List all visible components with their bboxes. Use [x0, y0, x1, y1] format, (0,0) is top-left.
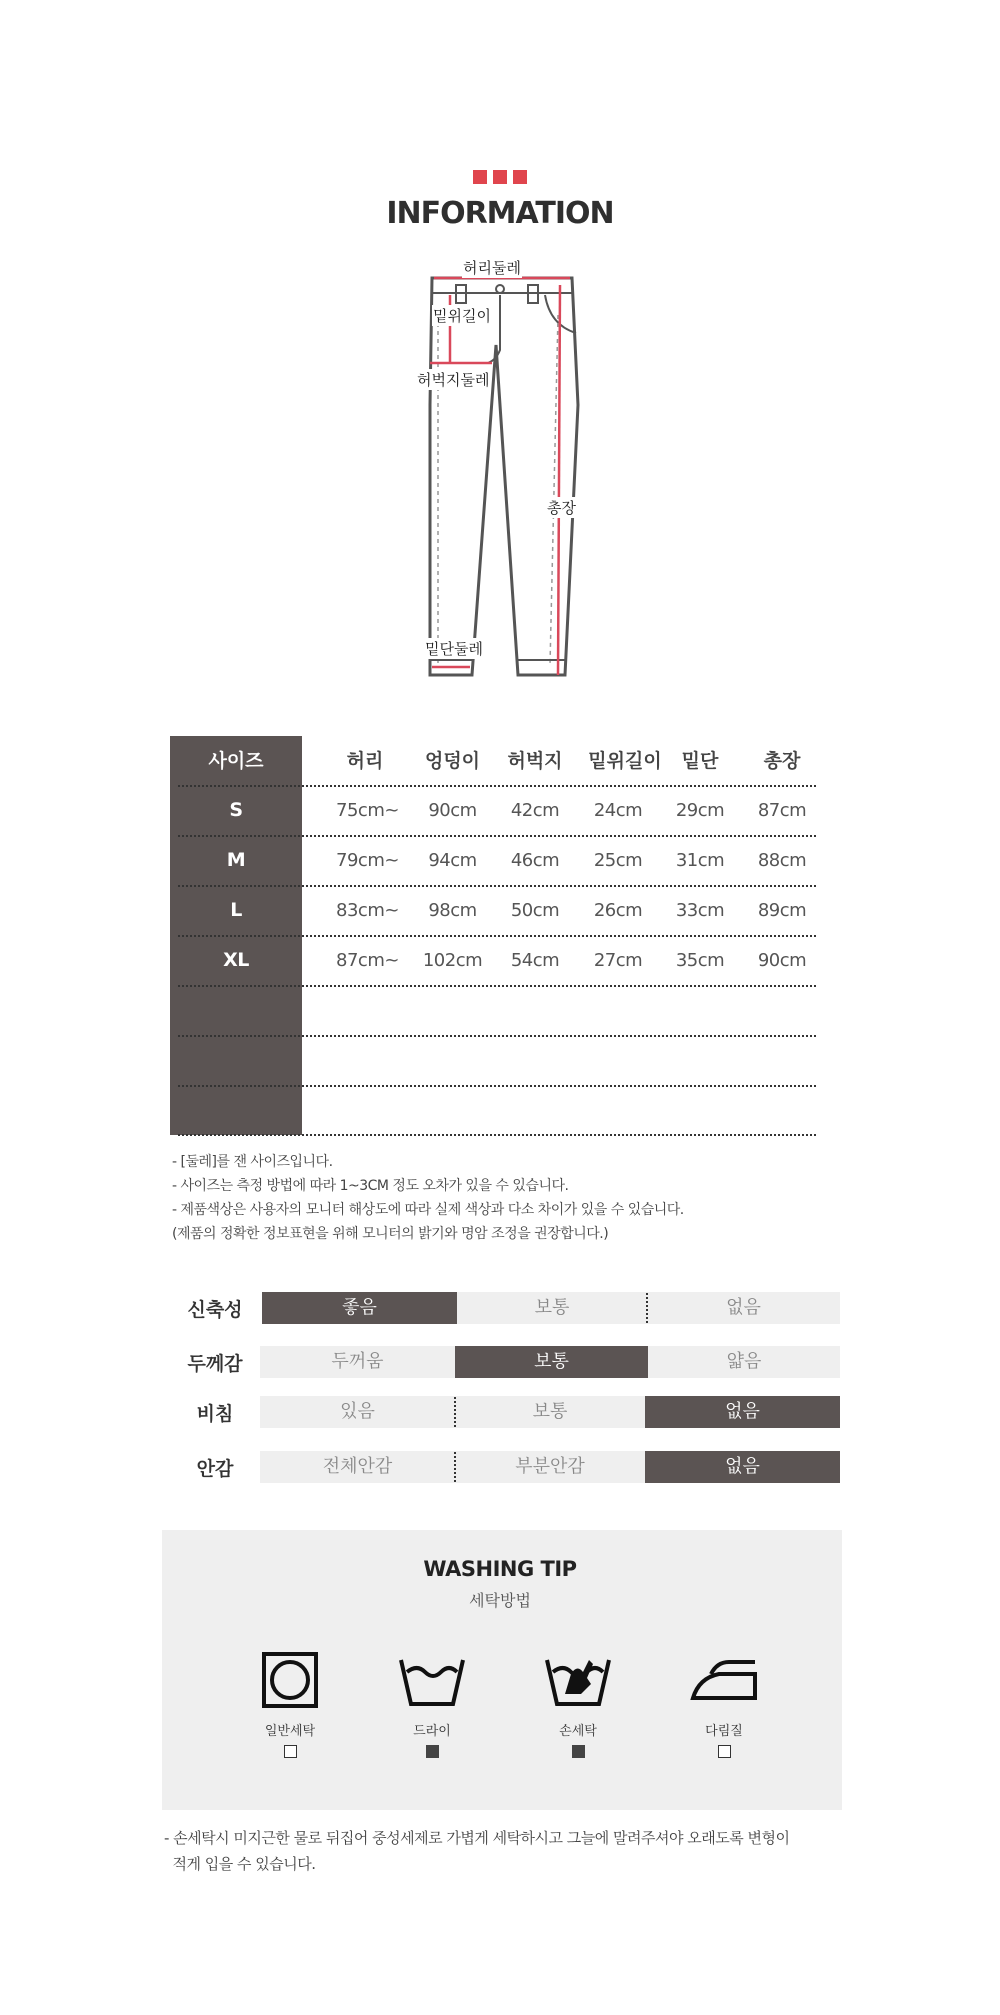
row-divider: [178, 1134, 816, 1136]
pants-size-diagram: [400, 255, 600, 685]
table-cell: 27cm: [593, 950, 643, 971]
waist-label: 허리둘레: [463, 259, 521, 277]
thickness-option-thick: 두꺼움: [260, 1346, 455, 1378]
washing-tip-subtitle: 세탁방법: [469, 1591, 531, 1610]
table-header-waist: 허리: [346, 750, 384, 772]
table-cell: 94cm: [428, 850, 477, 871]
wash-item-machine: [230, 1650, 350, 1758]
table-cell: 24cm: [593, 800, 643, 821]
table-cell: 33cm: [675, 900, 725, 921]
table-cell: 98cm: [428, 900, 477, 921]
rise-label: 밑위길이: [433, 307, 491, 325]
table-cell: 88cm: [757, 850, 807, 871]
red-square-icon: [513, 170, 527, 184]
wash-checkbox: [572, 1745, 585, 1758]
stretch-option-normal: 보통: [457, 1292, 647, 1324]
table-cell: 90cm: [428, 800, 477, 821]
table-cell: 29cm: [675, 800, 725, 821]
row-divider: [178, 785, 816, 787]
lining-option-partial: 부분안감: [455, 1451, 645, 1483]
note-line: - 사이즈는 측정 방법에 따라 1~3CM 정도 오차가 있을 수 있습니다.: [172, 1178, 569, 1194]
hem-label: 밑단둘레: [425, 640, 483, 658]
lining-option-none: 없음: [645, 1451, 840, 1483]
washing-tip-title: WASHING TIP: [423, 1557, 577, 1581]
table-cell: 75cm~: [336, 800, 399, 821]
table-cell-size: S: [229, 799, 243, 821]
attribute-label-thickness: 두께감: [187, 1353, 243, 1375]
table-cell: 54cm: [510, 950, 560, 971]
table-header-rise: 밑위길이: [588, 750, 662, 772]
table-cell: 79cm~: [336, 850, 399, 871]
stretch-option-good: 좋음: [262, 1292, 457, 1324]
table-cell: 25cm: [593, 850, 643, 871]
table-header-length: 총장: [763, 750, 801, 772]
table-header-hip: 엉덩이: [424, 750, 481, 772]
page-title: INFORMATION: [386, 196, 614, 231]
pants-illustration: [400, 255, 600, 685]
table-cell: 31cm: [675, 850, 725, 871]
sheerness-option-normal: 보통: [455, 1396, 645, 1428]
table-cell-size: XL: [223, 949, 249, 971]
wash-label: 드라이: [413, 1724, 451, 1739]
size-notes: [172, 1150, 684, 1246]
table-header-hem: 밑단: [681, 750, 719, 772]
wash-checkbox: [718, 1745, 731, 1758]
lining-option-full: 전체안감: [260, 1451, 455, 1483]
dry-clean-tub-icon: [397, 1650, 467, 1710]
attribute-label-lining: 안감: [196, 1458, 234, 1480]
footnote-line: - 손세탁시 미지근한 물로 뒤집어 중성세제로 가볍게 세탁하시고 그늘에 말려주셔야 오래도록 변형이: [164, 1829, 790, 1847]
length-label: 총장: [547, 499, 576, 517]
table-header-thigh: 허벅지: [507, 750, 563, 772]
table-cell: 87cm: [757, 800, 807, 821]
care-footnote: [164, 1825, 789, 1877]
option-divider: [646, 1293, 648, 1323]
note-line: (제품의 정확한 정보표현을 위해 모니터의 밝기와 명암 조정을 권장합니다.): [172, 1226, 609, 1242]
option-divider: [454, 1452, 456, 1482]
table-cell: 87cm~: [336, 950, 399, 971]
table-cell: 90cm: [757, 950, 807, 971]
title-decoration: [473, 170, 527, 184]
option-divider: [454, 1397, 456, 1427]
iron-icon: [689, 1650, 759, 1710]
wash-checkbox: [426, 1745, 439, 1758]
wash-checkbox: [284, 1745, 297, 1758]
wash-item-iron: [664, 1650, 784, 1758]
attribute-label-sheerness: 비침: [196, 1403, 234, 1425]
row-divider: [178, 885, 816, 887]
note-line: - [둘레]를 잰 사이즈입니다.: [172, 1154, 333, 1170]
row-divider: [178, 985, 816, 987]
washing-machine-icon: [260, 1650, 320, 1710]
row-divider: [178, 835, 816, 837]
table-cell: 50cm: [510, 900, 560, 921]
table-cell: 46cm: [510, 850, 560, 871]
sheerness-option-none: 없음: [645, 1396, 840, 1428]
table-cell-size: L: [230, 899, 242, 921]
red-square-icon: [493, 170, 507, 184]
table-cell: 26cm: [593, 900, 643, 921]
wash-item-dry: [372, 1650, 492, 1758]
thigh-label: 허벅지둘레: [417, 371, 490, 389]
row-divider: [178, 1035, 816, 1037]
row-divider: [178, 1085, 816, 1087]
table-cell-size: M: [226, 849, 246, 871]
attribute-label-stretch: 신축성: [187, 1299, 243, 1321]
table-cell: 89cm: [757, 900, 807, 921]
red-square-icon: [473, 170, 487, 184]
footnote-line: 적게 입을 수 있습니다.: [164, 1855, 316, 1873]
table-cell: 102cm: [422, 950, 483, 971]
wash-label: 일반세탁: [264, 1724, 316, 1739]
table-cell: 42cm: [510, 800, 560, 821]
thickness-option-thin: 얇음: [648, 1346, 840, 1378]
table-cell: 83cm~: [336, 900, 399, 921]
wash-label: 다림질: [705, 1724, 743, 1739]
table-cell: 35cm: [675, 950, 725, 971]
sheerness-option-yes: 있음: [260, 1396, 455, 1428]
table-header-size: 사이즈: [208, 750, 264, 772]
stretch-option-none: 없음: [647, 1292, 840, 1324]
hand-wash-icon: [543, 1650, 613, 1710]
note-line: - 제품색상은 사용자의 모니터 해상도에 따라 실제 색상과 다소 차이가 있을 수 있습니다.: [172, 1202, 684, 1218]
row-divider: [178, 935, 816, 937]
wash-label: 손세탁: [559, 1724, 597, 1739]
thickness-option-normal: 보통: [455, 1346, 648, 1378]
wash-item-hand: [518, 1650, 638, 1758]
